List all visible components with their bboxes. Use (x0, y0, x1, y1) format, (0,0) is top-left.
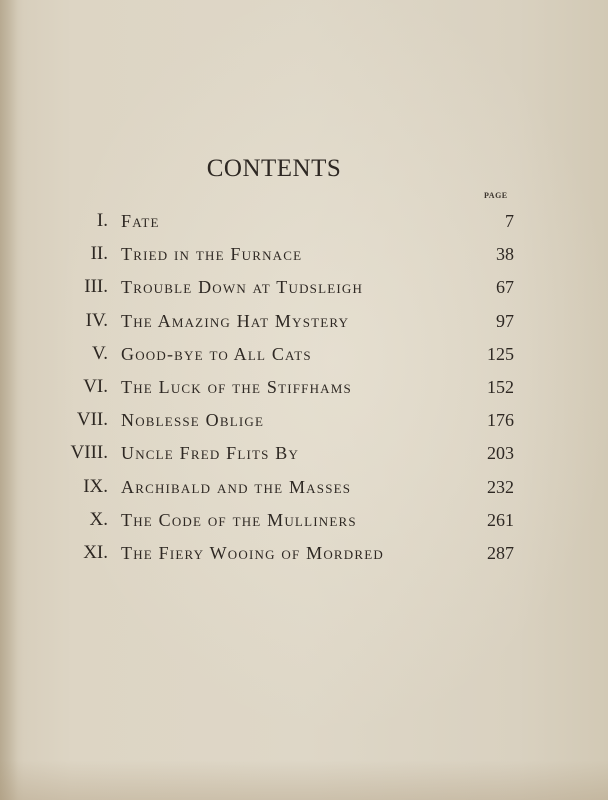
table-of-contents (0, 207, 608, 572)
chapter-numeral: VIII. (70, 442, 108, 464)
chapter-numeral: II. (90, 243, 108, 265)
chapter-page-number: 203 (487, 443, 514, 464)
chapter-numeral: XI. (83, 541, 108, 563)
chapter-title: The Fiery Wooing of Mordred (121, 542, 384, 563)
chapter-numeral: V. (91, 342, 108, 364)
chapter-page-number: 97 (496, 310, 514, 331)
chapter-page-number: 287 (487, 542, 514, 563)
toc-entry (0, 207, 608, 240)
chapter-title: The Luck of the Stiffhams (121, 376, 352, 397)
chapter-page-number: 261 (487, 509, 514, 530)
toc-entry (0, 273, 608, 306)
chapter-page-number: 176 (487, 410, 514, 431)
chapter-title: The Code of the Mulliners (121, 509, 357, 530)
toc-entry (0, 539, 608, 572)
chapter-numeral: X. (89, 508, 108, 530)
toc-entry (0, 439, 608, 472)
chapter-numeral: VI. (83, 375, 108, 397)
chapter-page-number: 232 (487, 476, 514, 497)
toc-entry (0, 473, 608, 506)
chapter-title: Trouble Down at Tudsleigh (121, 277, 364, 298)
chapter-numeral: I. (96, 210, 108, 231)
chapter-numeral: IX. (83, 475, 108, 497)
chapter-numeral: III. (84, 276, 108, 298)
chapter-title: Good-bye to All Cats (121, 343, 312, 364)
chapter-title: Fate (121, 211, 160, 231)
chapter-title: Tried in the Furnace (121, 244, 303, 265)
chapter-title: Archibald and the Masses (121, 476, 352, 497)
chapter-page-number: 7 (505, 211, 514, 231)
chapter-page-number: 152 (487, 376, 514, 397)
toc-entry (0, 506, 608, 539)
chapter-page-number: 38 (496, 244, 514, 265)
toc-entry (0, 307, 608, 340)
chapter-title: Noblesse Oblige (121, 410, 265, 431)
page-column-label: PAGE (484, 191, 508, 200)
toc-entry (0, 240, 608, 273)
chapter-page-number: 125 (487, 343, 514, 364)
toc-entry (0, 406, 608, 439)
chapter-title: Uncle Fred Flits By (121, 443, 300, 464)
chapter-numeral: IV. (85, 309, 108, 331)
chapter-page-number: 67 (496, 277, 514, 298)
toc-entry (0, 340, 608, 373)
chapter-title: The Amazing Hat Mystery (121, 310, 350, 331)
page-title: CONTENTS (206, 155, 342, 182)
toc-entry (0, 373, 608, 406)
chapter-numeral: VII. (76, 409, 108, 431)
